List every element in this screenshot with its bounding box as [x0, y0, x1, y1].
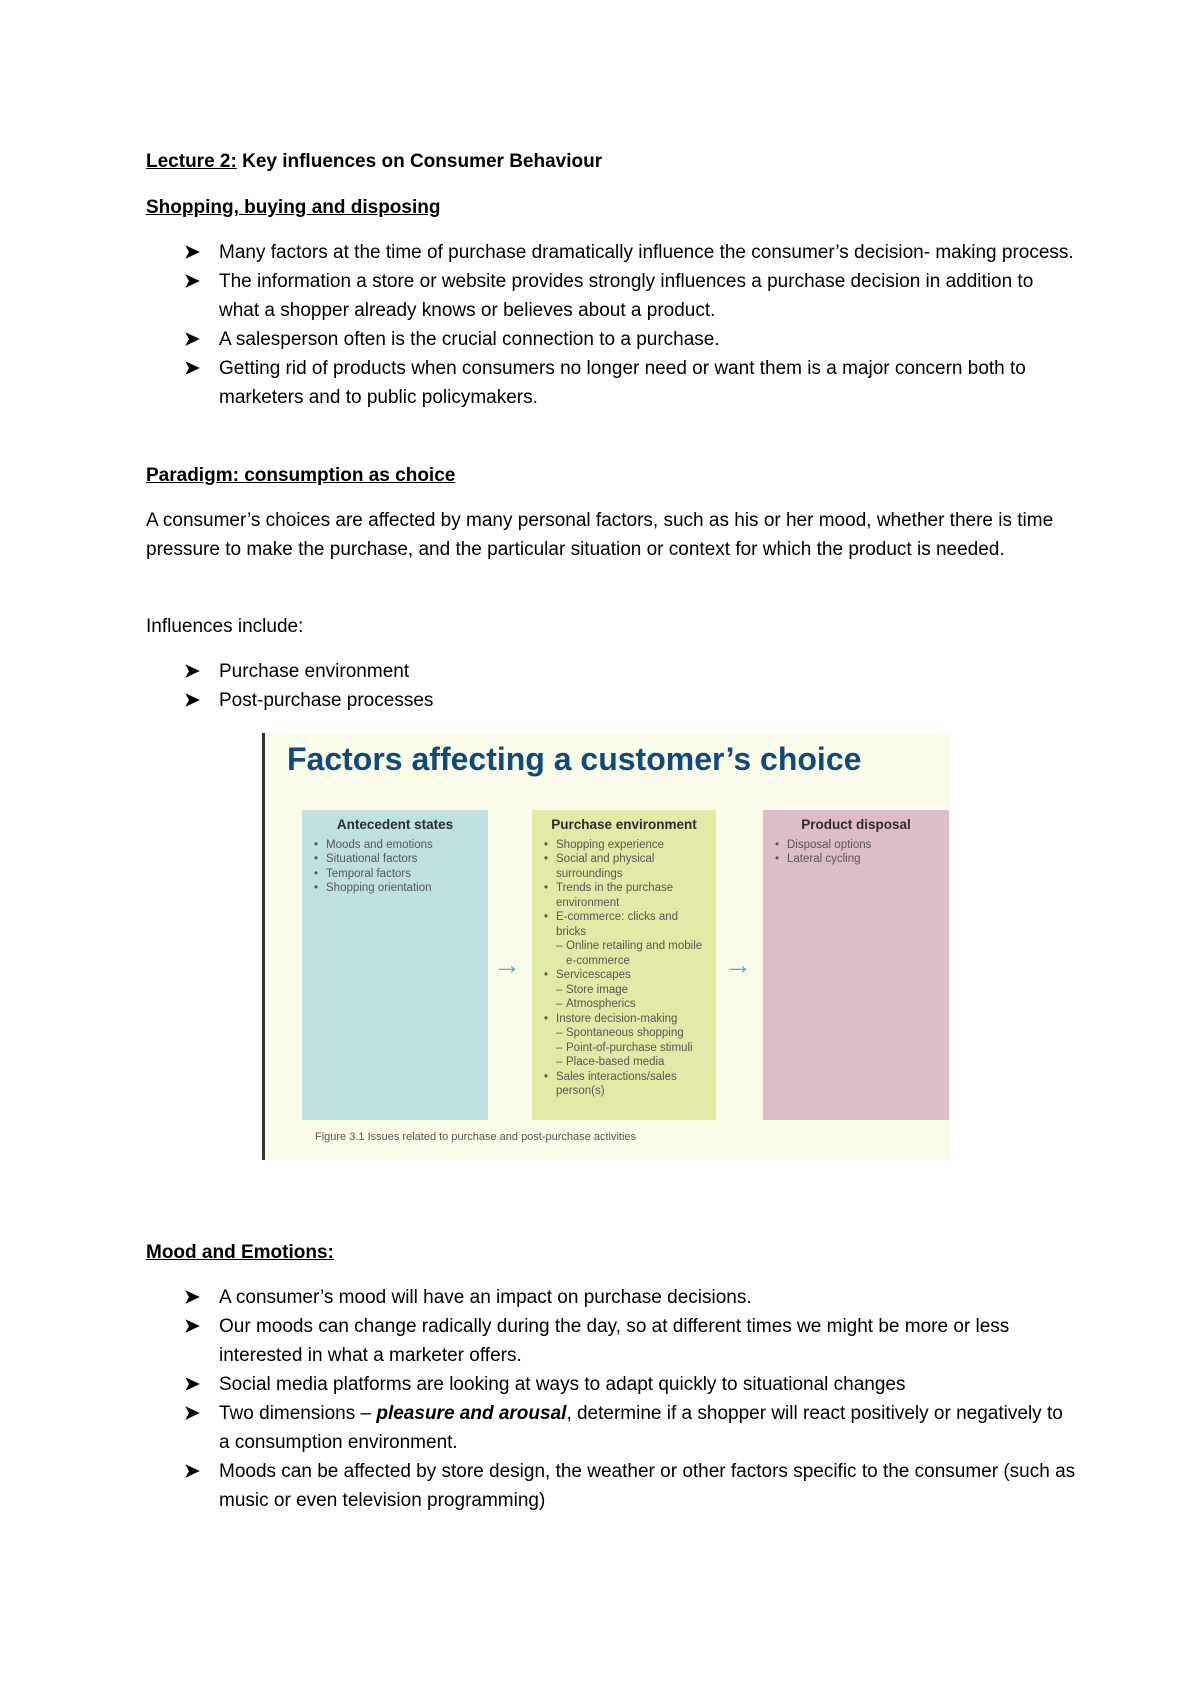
arrow-bullet-icon: ➤	[184, 271, 200, 292]
influences-bullet-list	[146, 657, 1076, 715]
list-item: ➤ A salesperson often is the crucial connection to a purchase.	[146, 325, 1076, 354]
lecture-title	[146, 147, 1076, 176]
section-heading-mood: Mood and Emotions:	[146, 1242, 334, 1263]
list-item: ➤ Many factors at the time of purchase dramatically influence the consumer’s decision- making process.	[146, 238, 1076, 267]
list-item: ➤ Moods can be affected by store design, the weather or other factors specific to the consumer (such as music or even television programming)	[146, 1457, 1076, 1515]
box-item-list	[532, 838, 716, 1099]
arrow-bullet-icon: ➤	[184, 358, 200, 379]
box-item: • E-commerce: clicks and bricks	[544, 910, 710, 939]
mood-bullet-list	[146, 1283, 1076, 1515]
box-subitem: – Store image	[544, 983, 710, 998]
list-item: ➤ Getting rid of products when consumers no longer need or want them is a major concern both to marketers and to public policymakers.	[146, 354, 1076, 412]
box-subitem: – Online retailing and mobile e-commerce	[544, 939, 710, 968]
arrow-bullet-icon: ➤	[184, 1461, 200, 1482]
section-heading-shopping: Shopping, buying and disposing	[146, 197, 441, 218]
arrow-bullet-icon: ➤	[184, 690, 200, 711]
section-heading-paradigm: Paradigm: consumption as choice	[146, 465, 456, 486]
box-title: Antecedent states	[336, 817, 454, 832]
list-item: ➤ Purchase environment	[146, 657, 1076, 686]
arrow-bullet-icon: ➤	[184, 329, 200, 350]
figure-caption: Figure 3.1 Issues related to purchase and post-purchase activities	[315, 1131, 637, 1143]
paradigm-paragraph: A consumer’s choices are affected by many personal factors, such as his or her mood, whether there is time pressure to make the purchase, and the particular situation or context for which the product is needed.	[146, 510, 1054, 560]
right-arrow-icon: →	[724, 949, 752, 980]
box-subitem: – Spontaneous shopping	[544, 1026, 710, 1041]
box-title: Product disposal	[801, 817, 911, 832]
lecture-title-text: Key influences on Consumer Behaviour	[236, 151, 603, 172]
list-item: ➤ A consumer’s mood will have an impact on purchase decisions.	[146, 1283, 1076, 1312]
box-item: • Servicescapes	[544, 968, 710, 983]
box-item: • Instore decision-making	[544, 1012, 710, 1027]
shopping-bullet-list	[146, 238, 1076, 412]
purchase-environment-box	[532, 810, 716, 1120]
box-item: • Lateral cycling	[775, 852, 943, 867]
arrow-bullet-icon: ➤	[184, 661, 200, 682]
box-subitem: – Point-of-purchase stimuli	[544, 1041, 710, 1056]
list-item: ➤ Two dimensions – pleasure and arousal, determine if a shopper will react positively or negatively to a consumption environment.	[146, 1399, 1076, 1457]
product-disposal-box	[763, 810, 949, 1120]
box-item: • Shopping orientation	[314, 881, 482, 896]
box-item: • Situational factors	[314, 852, 482, 867]
box-item: • Temporal factors	[314, 867, 482, 882]
arrow-bullet-icon: ➤	[184, 1287, 200, 1308]
arrow-bullet-icon: ➤	[184, 1403, 200, 1424]
right-arrow-icon: →	[493, 949, 521, 980]
box-item: • Shopping experience	[544, 838, 710, 853]
list-item: ➤ Post-purchase processes	[146, 686, 1076, 715]
arrow-bullet-icon: ➤	[184, 1316, 200, 1337]
arrow-bullet-icon: ➤	[184, 1374, 200, 1395]
box-item: • Sales interactions/sales person(s)	[544, 1070, 710, 1099]
box-item: • Trends in the purchase environment	[544, 881, 710, 910]
emphasis-text: pleasure and arousal	[376, 1403, 567, 1424]
arrow-bullet-icon: ➤	[184, 242, 200, 263]
list-item: ➤ Our moods can change radically during the day, so at different times we might be more or less interested in what a marketer offers.	[146, 1312, 1076, 1370]
lecture-title-prefix: Lecture 2:	[146, 151, 237, 172]
box-item-list	[302, 838, 488, 896]
list-item: ➤ Social media platforms are looking at ways to adapt quickly to situational changes	[146, 1370, 1076, 1399]
box-title: Purchase environment	[551, 817, 697, 832]
box-subitem: – Atmospherics	[544, 997, 710, 1012]
list-item: ➤ The information a store or website provides strongly influences a purchase decision in addition to what a shopper already knows or believes about a product.	[146, 267, 1076, 325]
antecedent-states-box	[302, 810, 488, 1120]
box-item: • Moods and emotions	[314, 838, 482, 853]
figure-title: Factors affecting a customer’s choice	[287, 741, 862, 777]
box-item: • Social and physical surroundings	[544, 852, 710, 881]
factors-figure	[262, 733, 951, 1160]
influences-label: Influences include:	[146, 616, 304, 637]
box-item: • Disposal options	[775, 838, 943, 853]
box-subitem: – Place-based media	[544, 1055, 710, 1070]
box-item-list	[763, 838, 949, 867]
